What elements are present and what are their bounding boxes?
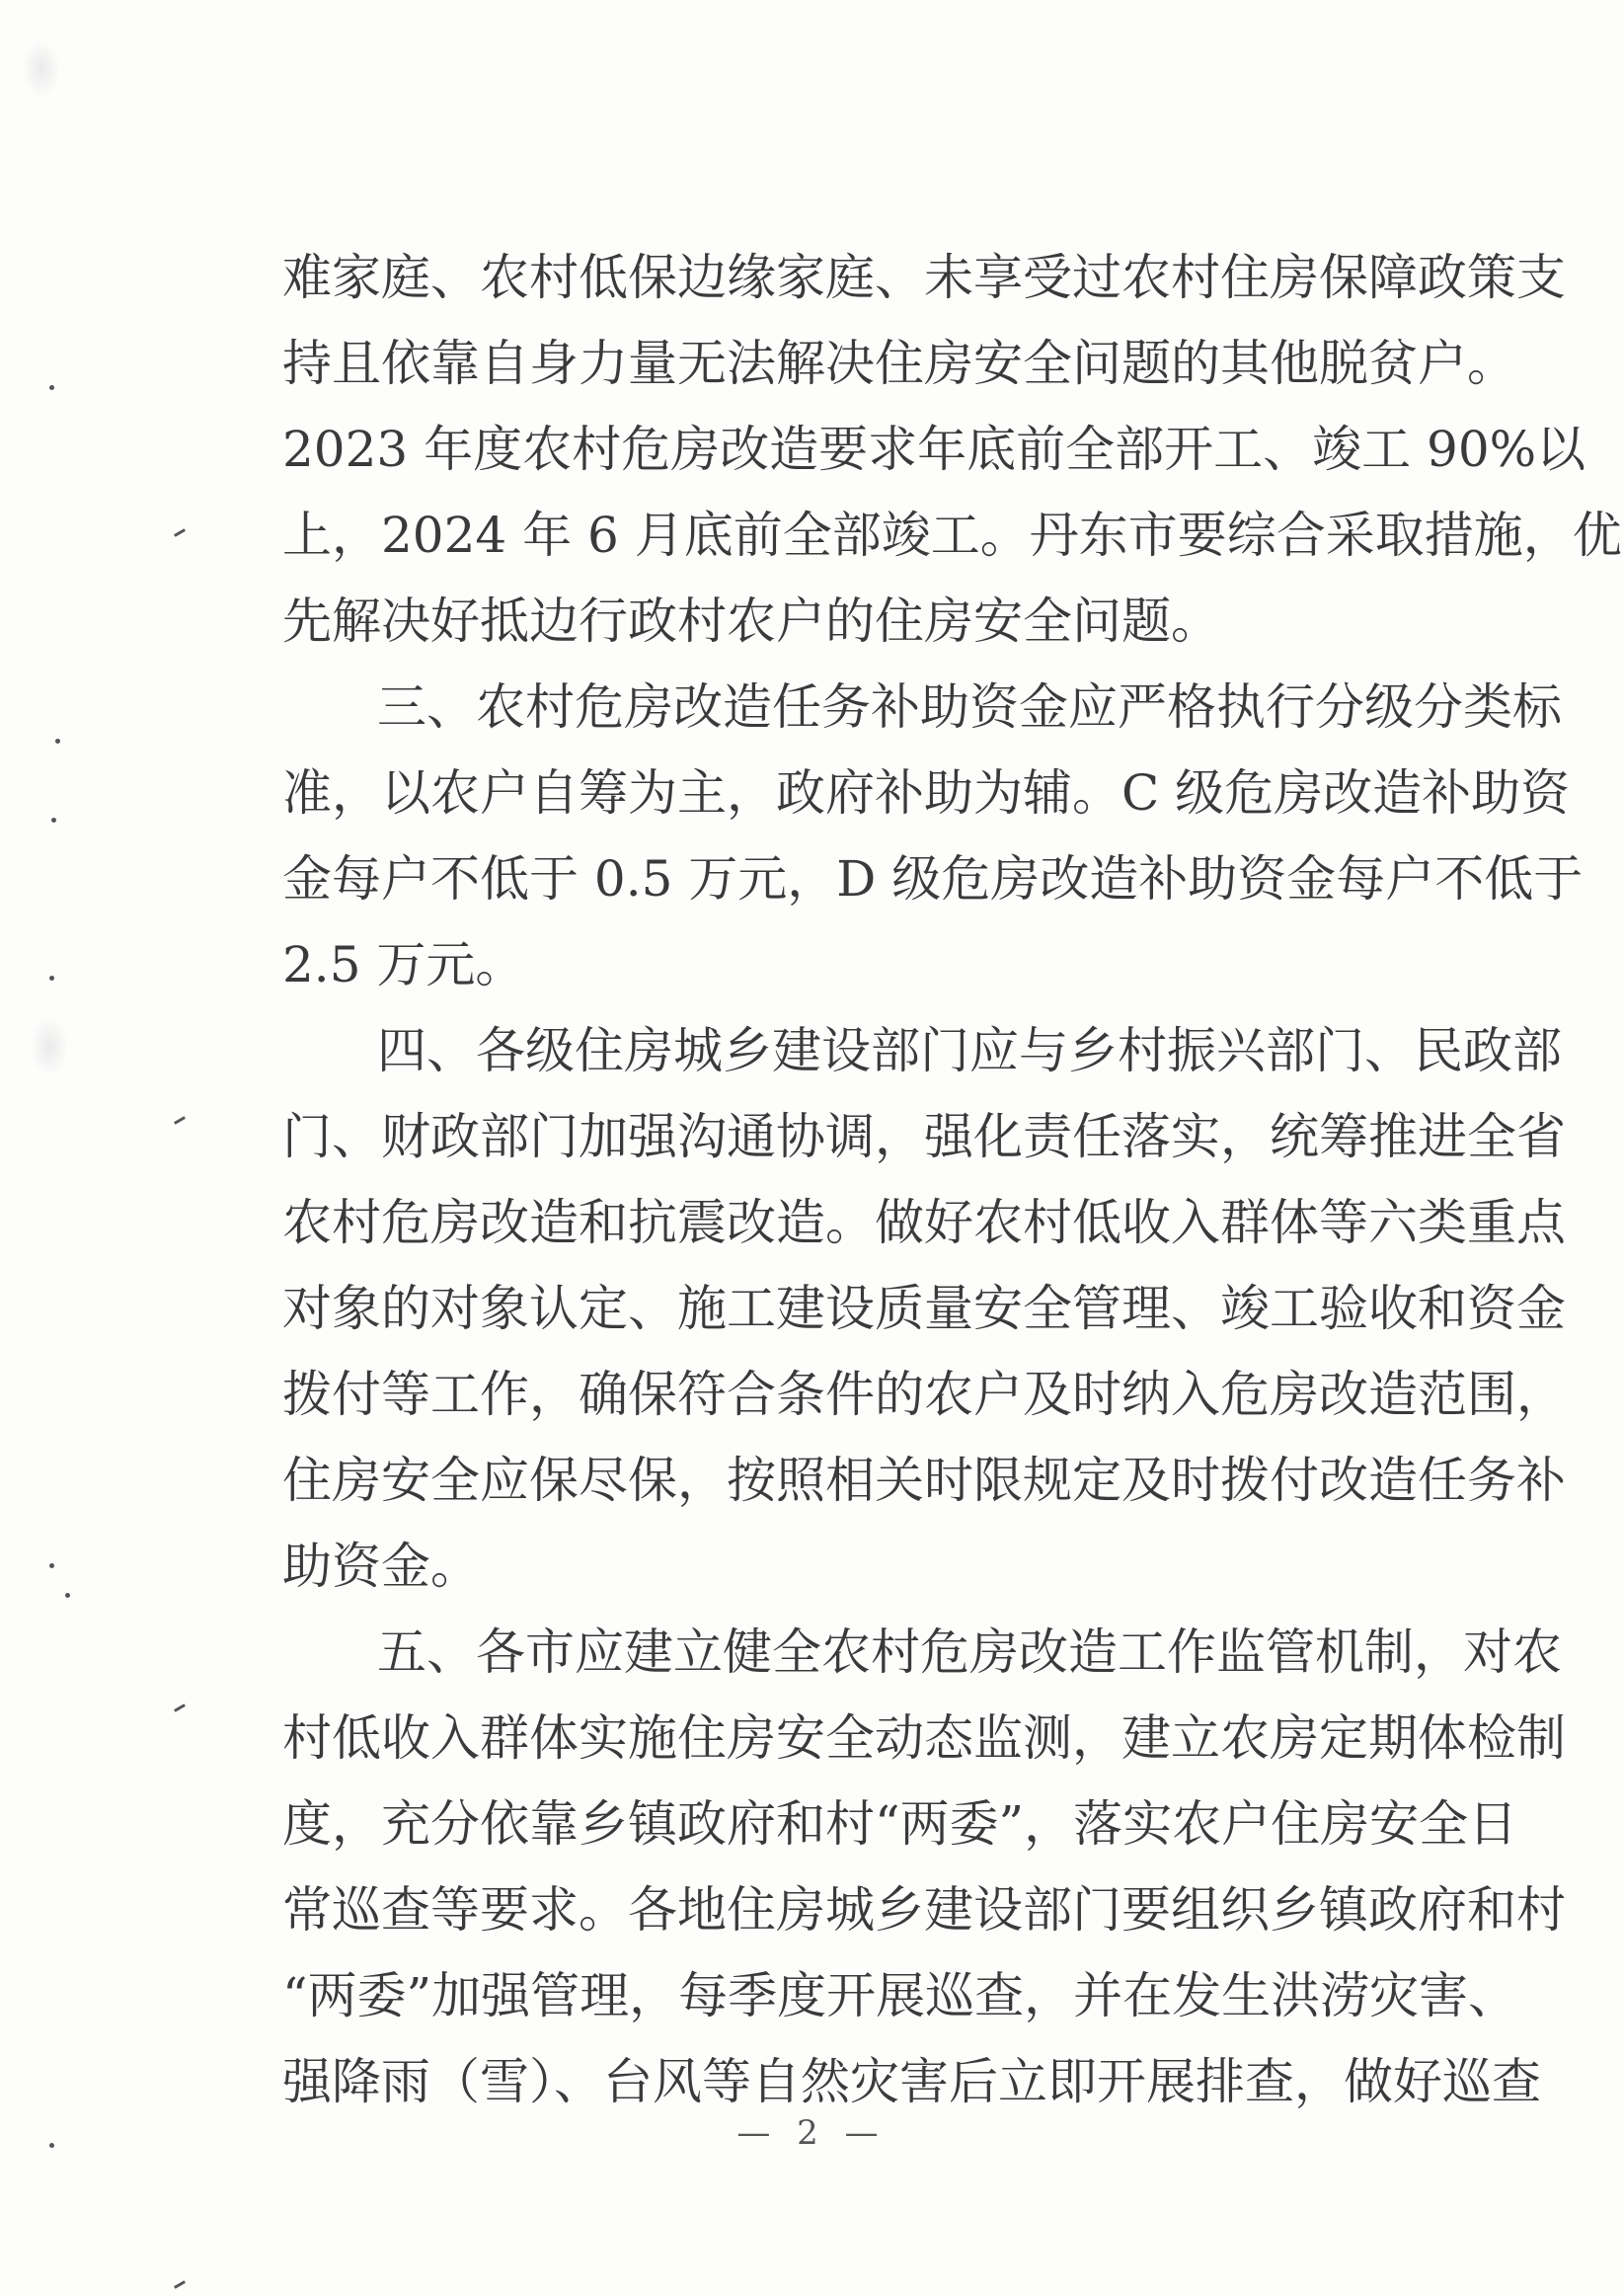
text-line: 对象的对象认定、施工建设质量安全管理、竣工验收和资金 <box>282 1280 1566 1337</box>
text-line: 持且依靠自身力量无法解决住房安全问题的其他脱贫户。 <box>282 335 1516 392</box>
scan-speck <box>49 976 54 981</box>
scan-smudge <box>22 40 61 99</box>
text-line: 先解决好抵边行政村农户的住房安全问题。 <box>282 593 1220 650</box>
scan-speck <box>174 2280 186 2289</box>
text-line: 常巡查等要求。各地住房城乡建设部门要组织乡镇政府和村 <box>282 1881 1566 1939</box>
page-number: — 2 — <box>736 2113 887 2153</box>
text-line: 2.5 万元。 <box>282 936 525 993</box>
text-line: 上，2024 年 6 月底前全部竣工。丹东市要综合采取措施，优 <box>282 507 1622 564</box>
text-line: 五、各市应建立健全农村危房改造工作监管机制，对农 <box>377 1623 1562 1681</box>
text-line: 住房安全应保尽保，按照相关时限规定及时拨付改造任务补 <box>282 1452 1566 1509</box>
text-line: 难家庭、农村低保边缘家庭、未享受过农村住房保障政策支 <box>282 249 1566 306</box>
text-line: 助资金。 <box>282 1538 480 1595</box>
scan-speck <box>174 1703 186 1712</box>
scan-speck <box>49 385 54 390</box>
text-line: 2023 年度农村危房改造要求年底前全部开工、竣工 90%以 <box>282 421 1586 478</box>
text-line: 村低收入群体实施住房安全动态监测，建立农房定期体检制 <box>282 1709 1566 1767</box>
text-line: 拨付等工作，确保符合条件的农户及时纳入危房改造范围， <box>282 1366 1566 1423</box>
scan-speck <box>174 528 186 537</box>
text-line: 农村危房改造和抗震改造。做好农村低收入群体等六类重点 <box>282 1194 1566 1251</box>
scan-speck <box>174 1116 186 1125</box>
text-line: 强降雨（雪）、台风等自然灾害后立即开展排查，做好巡查 <box>282 2053 1541 2110</box>
scan-smudge <box>30 1017 69 1076</box>
text-line: 门、财政部门加强沟通协调，强化责任落实，统筹推进全省 <box>282 1108 1566 1165</box>
scan-speck <box>49 1563 54 1568</box>
text-line: 三、农村危房改造任务补助资金应严格执行分级分类标 <box>377 678 1562 736</box>
text-line: 金每户不低于 0.5 万元，D 级危房改造补助资金每户不低于 <box>282 850 1584 908</box>
document-body <box>282 235 1622 2125</box>
text-line: “两委”加强管理，每季度开展巡查，并在发生洪涝灾害、 <box>282 1967 1518 2024</box>
scan-speck <box>65 1593 70 1598</box>
scan-speck <box>55 739 60 744</box>
text-line: 准，以农户自筹为主，政府补助为辅。C 级危房改造补助资 <box>282 764 1571 822</box>
text-line: 四、各级住房城乡建设部门应与乡村振兴部门、民政部 <box>377 1022 1562 1079</box>
scan-speck <box>51 818 56 823</box>
text-line: 度，充分依靠乡镇政府和村“两委”，落实农户住房安全日 <box>282 1795 1518 1853</box>
